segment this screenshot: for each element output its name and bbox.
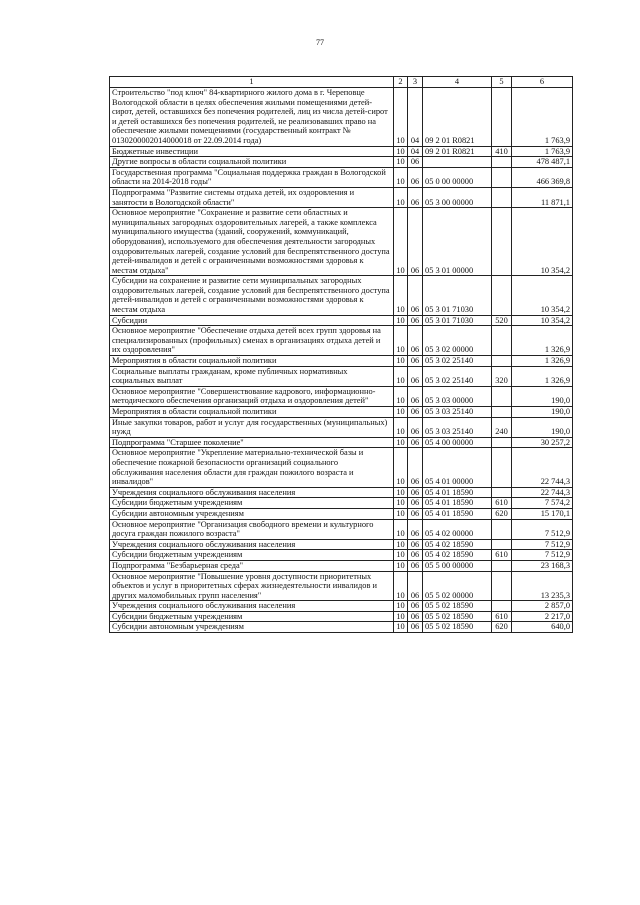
table-row <box>110 571 573 601</box>
column-header-section: 2 <box>394 77 408 88</box>
row-expense-type: 320 <box>492 366 512 386</box>
row-target-article: 05 4 02 18590 <box>423 539 492 550</box>
row-expense-type <box>492 539 512 550</box>
row-subsection: 06 <box>408 448 423 487</box>
table-row <box>110 498 573 509</box>
row-target-article: 05 3 01 71030 <box>423 276 492 315</box>
row-subsection: 06 <box>408 539 423 550</box>
row-target-article: 05 4 02 18590 <box>423 550 492 561</box>
row-subsection: 06 <box>408 356 423 367</box>
row-section: 10 <box>394 276 408 315</box>
row-target-article: 05 5 02 00000 <box>423 571 492 601</box>
row-name: Социальные выплаты гражданам, кроме публичных нормативных социальных выплат <box>110 366 394 386</box>
row-name: Мероприятия в области социальной политики <box>110 407 394 418</box>
row-name: Субсидии <box>110 315 394 326</box>
row-expense-type <box>492 167 512 187</box>
row-subsection: 06 <box>408 315 423 326</box>
row-section: 10 <box>394 437 408 448</box>
row-expense-type: 610 <box>492 611 512 622</box>
table-row <box>110 487 573 498</box>
row-section: 10 <box>394 487 408 498</box>
row-section: 10 <box>394 539 408 550</box>
table-row <box>110 157 573 168</box>
row-expense-type <box>492 386 512 406</box>
row-expense-type <box>492 356 512 367</box>
row-target-article: 05 4 01 18590 <box>423 498 492 509</box>
row-subsection: 06 <box>408 601 423 612</box>
row-section: 10 <box>394 611 408 622</box>
row-section: 10 <box>394 508 408 519</box>
row-name: Основное мероприятие "Организация свободного времени и культурного досуга граждан пожилого возраста" <box>110 519 394 539</box>
table-row <box>110 146 573 157</box>
row-section: 10 <box>394 448 408 487</box>
row-section: 10 <box>394 167 408 187</box>
row-target-article: 05 5 02 18590 <box>423 601 492 612</box>
row-expense-type <box>492 88 512 147</box>
row-amount: 15 170,1 <box>512 508 573 519</box>
row-subsection: 06 <box>408 571 423 601</box>
row-subsection: 04 <box>408 146 423 157</box>
row-expense-type: 610 <box>492 550 512 561</box>
table-row <box>110 366 573 386</box>
row-section: 10 <box>394 560 408 571</box>
row-name: Субсидии бюджетным учреждениям <box>110 550 394 561</box>
table-row <box>110 167 573 187</box>
row-amount: 2 857,0 <box>512 601 573 612</box>
column-header-subsection: 3 <box>408 77 423 88</box>
row-expense-type <box>492 157 512 168</box>
row-expense-type: 410 <box>492 146 512 157</box>
row-subsection: 06 <box>408 187 423 207</box>
row-expense-type: 610 <box>492 498 512 509</box>
row-subsection: 06 <box>408 157 423 168</box>
row-amount: 2 217,0 <box>512 611 573 622</box>
row-name: Иные закупки товаров, работ и услуг для государственных (муниципальных) нужд <box>110 417 394 437</box>
row-target-article: 05 4 01 18590 <box>423 487 492 498</box>
row-expense-type <box>492 448 512 487</box>
row-amount: 22 744,3 <box>512 448 573 487</box>
row-expense-type <box>492 560 512 571</box>
row-amount: 466 369,8 <box>512 167 573 187</box>
row-target-article: 05 4 01 00000 <box>423 448 492 487</box>
row-expense-type: 620 <box>492 508 512 519</box>
row-subsection: 06 <box>408 519 423 539</box>
table-row <box>110 550 573 561</box>
row-section: 10 <box>394 571 408 601</box>
table-row <box>110 386 573 406</box>
row-subsection: 06 <box>408 167 423 187</box>
row-amount: 478 487,1 <box>512 157 573 168</box>
row-target-article: 05 3 03 00000 <box>423 386 492 406</box>
row-subsection: 06 <box>408 508 423 519</box>
row-expense-type <box>492 487 512 498</box>
row-section: 10 <box>394 88 408 147</box>
row-expense-type: 620 <box>492 622 512 633</box>
row-name: Субсидии автономным учреждениям <box>110 508 394 519</box>
row-amount: 22 744,3 <box>512 487 573 498</box>
table-row <box>110 88 573 147</box>
row-amount: 7 512,9 <box>512 519 573 539</box>
row-section: 10 <box>394 519 408 539</box>
row-amount: 640,0 <box>512 622 573 633</box>
column-header-expense-type: 5 <box>492 77 512 88</box>
row-subsection: 06 <box>408 276 423 315</box>
table-row <box>110 417 573 437</box>
table-row <box>110 276 573 315</box>
row-subsection: 06 <box>408 417 423 437</box>
table-row <box>110 208 573 276</box>
row-target-article: 09 2 01 R0821 <box>423 88 492 147</box>
row-section: 10 <box>394 386 408 406</box>
budget-table <box>109 76 573 633</box>
row-name: Субсидии автономным учреждениям <box>110 622 394 633</box>
row-name: Основное мероприятие "Обеспечение отдыха детей всех групп здоровья на специализированных (профильных) сменах в организациях отдыха детей и их оздоровления" <box>110 326 394 356</box>
row-subsection: 06 <box>408 208 423 276</box>
row-target-article: 05 5 02 18590 <box>423 611 492 622</box>
row-subsection: 06 <box>408 550 423 561</box>
row-amount: 10 354,2 <box>512 208 573 276</box>
row-target-article: 05 3 00 00000 <box>423 187 492 207</box>
row-section: 10 <box>394 356 408 367</box>
row-expense-type: 240 <box>492 417 512 437</box>
row-amount: 30 257,2 <box>512 437 573 448</box>
table-row <box>110 315 573 326</box>
row-name: Основное мероприятие "Повышение уровня доступности приоритетных объектов и услуг в приоритетных сферах жизнедеятельности инвалидов и других маломобильных групп населения" <box>110 571 394 601</box>
row-expense-type <box>492 571 512 601</box>
row-name: Субсидии бюджетным учреждениям <box>110 498 394 509</box>
row-amount: 190,0 <box>512 407 573 418</box>
table-row <box>110 539 573 550</box>
row-section: 10 <box>394 326 408 356</box>
row-section: 10 <box>394 187 408 207</box>
table-row <box>110 508 573 519</box>
row-subsection: 06 <box>408 487 423 498</box>
row-section: 10 <box>394 498 408 509</box>
row-name: Бюджетные инвестиции <box>110 146 394 157</box>
row-expense-type <box>492 519 512 539</box>
row-amount: 1 326,9 <box>512 356 573 367</box>
table-row <box>110 356 573 367</box>
table-row <box>110 611 573 622</box>
header-row <box>110 77 573 88</box>
row-amount: 190,0 <box>512 386 573 406</box>
table-row <box>110 326 573 356</box>
row-amount: 10 354,2 <box>512 315 573 326</box>
row-subsection: 06 <box>408 622 423 633</box>
row-subsection: 06 <box>408 326 423 356</box>
column-header-name: 1 <box>110 77 394 88</box>
table-row <box>110 448 573 487</box>
row-name: Субсидии на сохранение и развитие сети муниципальных загородных оздоровительных лагерей, создание условий для беспрепятственного доступа детей-инвалидов и детей с ограниченными возможностями здоровья к местам отдыха <box>110 276 394 315</box>
row-section: 10 <box>394 146 408 157</box>
row-name: Основное мероприятие "Сохранение и развитие сети областных и муниципальных загородных оздоровительных лагерей, а также комплекса муниципального имущества (зданий, сооружений, коммуникаций, оборудования), используемого для обеспечения деятельности загородных оздоровительных лагерей, создание условий для беспрепятственного доступа детей-инвалидов и детей с ограниченными возможностями здоровья к местам отдыха" <box>110 208 394 276</box>
row-name: Учреждения социального обслуживания населения <box>110 487 394 498</box>
row-name: Подпрограмма "Развитие системы отдыха детей, их оздоровления и занятости в Вологодской области" <box>110 187 394 207</box>
row-subsection: 06 <box>408 611 423 622</box>
table-row <box>110 437 573 448</box>
row-section: 10 <box>394 208 408 276</box>
row-target-article: 05 4 02 00000 <box>423 519 492 539</box>
row-target-article: 05 3 02 00000 <box>423 326 492 356</box>
row-section: 10 <box>394 157 408 168</box>
row-subsection: 06 <box>408 437 423 448</box>
row-subsection: 06 <box>408 407 423 418</box>
row-target-article: 05 3 01 71030 <box>423 315 492 326</box>
row-target-article: 05 5 00 00000 <box>423 560 492 571</box>
row-section: 10 <box>394 315 408 326</box>
row-amount: 11 871,1 <box>512 187 573 207</box>
row-target-article: 05 4 00 00000 <box>423 437 492 448</box>
row-amount: 1 763,9 <box>512 146 573 157</box>
row-name: Основное мероприятие "Укрепление материально-технической базы и обеспечение пожарной безопасности организаций социального обслуживания населения области для граждан пожилого возраста и инвалидов" <box>110 448 394 487</box>
row-expense-type <box>492 208 512 276</box>
row-expense-type <box>492 407 512 418</box>
row-expense-type <box>492 187 512 207</box>
row-amount: 13 235,3 <box>512 571 573 601</box>
row-section: 10 <box>394 601 408 612</box>
row-name: Подпрограмма "Старшее поколение" <box>110 437 394 448</box>
table-row <box>110 519 573 539</box>
row-name: Учреждения социального обслуживания населения <box>110 601 394 612</box>
row-name: Строительство "под ключ" 84-квартирного жилого дома в г. Череповце Вологодской области в целях обеспечения жилыми помещениями детей-сирот, детей, оставшихся без попечения родителей, лиц из числа детей-сирот и детей оставшихся без попечения родителей, не реализовавших право на обеспечение жилыми помещениями (государственный контракт № 0130200002014000018 от 22.09.2014 года) <box>110 88 394 147</box>
row-name: Подпрограмма "Безбарьерная среда" <box>110 560 394 571</box>
row-subsection: 06 <box>408 560 423 571</box>
row-name: Субсидии бюджетным учреждениям <box>110 611 394 622</box>
row-expense-type <box>492 437 512 448</box>
row-target-article: 05 5 02 18590 <box>423 622 492 633</box>
row-amount: 1 326,9 <box>512 326 573 356</box>
table-row <box>110 187 573 207</box>
row-amount: 7 512,9 <box>512 550 573 561</box>
row-section: 10 <box>394 366 408 386</box>
row-name: Другие вопросы в области социальной политики <box>110 157 394 168</box>
row-amount: 7 574,2 <box>512 498 573 509</box>
row-section: 10 <box>394 407 408 418</box>
row-section: 10 <box>394 550 408 561</box>
row-name: Мероприятия в области социальной политики <box>110 356 394 367</box>
row-subsection: 06 <box>408 386 423 406</box>
row-amount: 1 326,9 <box>512 366 573 386</box>
row-target-article <box>423 157 492 168</box>
budget-table-body <box>110 77 573 633</box>
table-row <box>110 622 573 633</box>
row-subsection: 06 <box>408 366 423 386</box>
column-header-amount: 6 <box>512 77 573 88</box>
row-target-article: 05 3 02 25140 <box>423 366 492 386</box>
page-number: 77 <box>316 38 324 47</box>
row-amount: 23 168,3 <box>512 560 573 571</box>
table-row <box>110 601 573 612</box>
row-target-article: 05 3 01 00000 <box>423 208 492 276</box>
row-expense-type <box>492 326 512 356</box>
row-target-article: 05 3 03 25140 <box>423 407 492 418</box>
row-expense-type <box>492 601 512 612</box>
row-target-article: 09 2 01 R0821 <box>423 146 492 157</box>
row-name: Государственная программа "Социальная поддержка граждан в Вологодской области на 2014-2018 годы" <box>110 167 394 187</box>
table-row <box>110 407 573 418</box>
table-row <box>110 560 573 571</box>
row-target-article: 05 4 01 18590 <box>423 508 492 519</box>
row-target-article: 05 3 03 25140 <box>423 417 492 437</box>
row-target-article: 05 0 00 00000 <box>423 167 492 187</box>
column-header-target-article: 4 <box>423 77 492 88</box>
row-subsection: 06 <box>408 498 423 509</box>
row-section: 10 <box>394 417 408 437</box>
row-name: Основное мероприятие "Совершенствование кадрового, информационно-методического обеспечения организаций отдыха и оздоровления детей" <box>110 386 394 406</box>
row-section: 10 <box>394 622 408 633</box>
row-amount: 10 354,2 <box>512 276 573 315</box>
row-amount: 7 512,9 <box>512 539 573 550</box>
row-amount: 190,0 <box>512 417 573 437</box>
row-expense-type <box>492 276 512 315</box>
row-expense-type: 520 <box>492 315 512 326</box>
row-subsection: 04 <box>408 88 423 147</box>
row-name: Учреждения социального обслуживания населения <box>110 539 394 550</box>
row-amount: 1 763,9 <box>512 88 573 147</box>
row-target-article: 05 3 02 25140 <box>423 356 492 367</box>
